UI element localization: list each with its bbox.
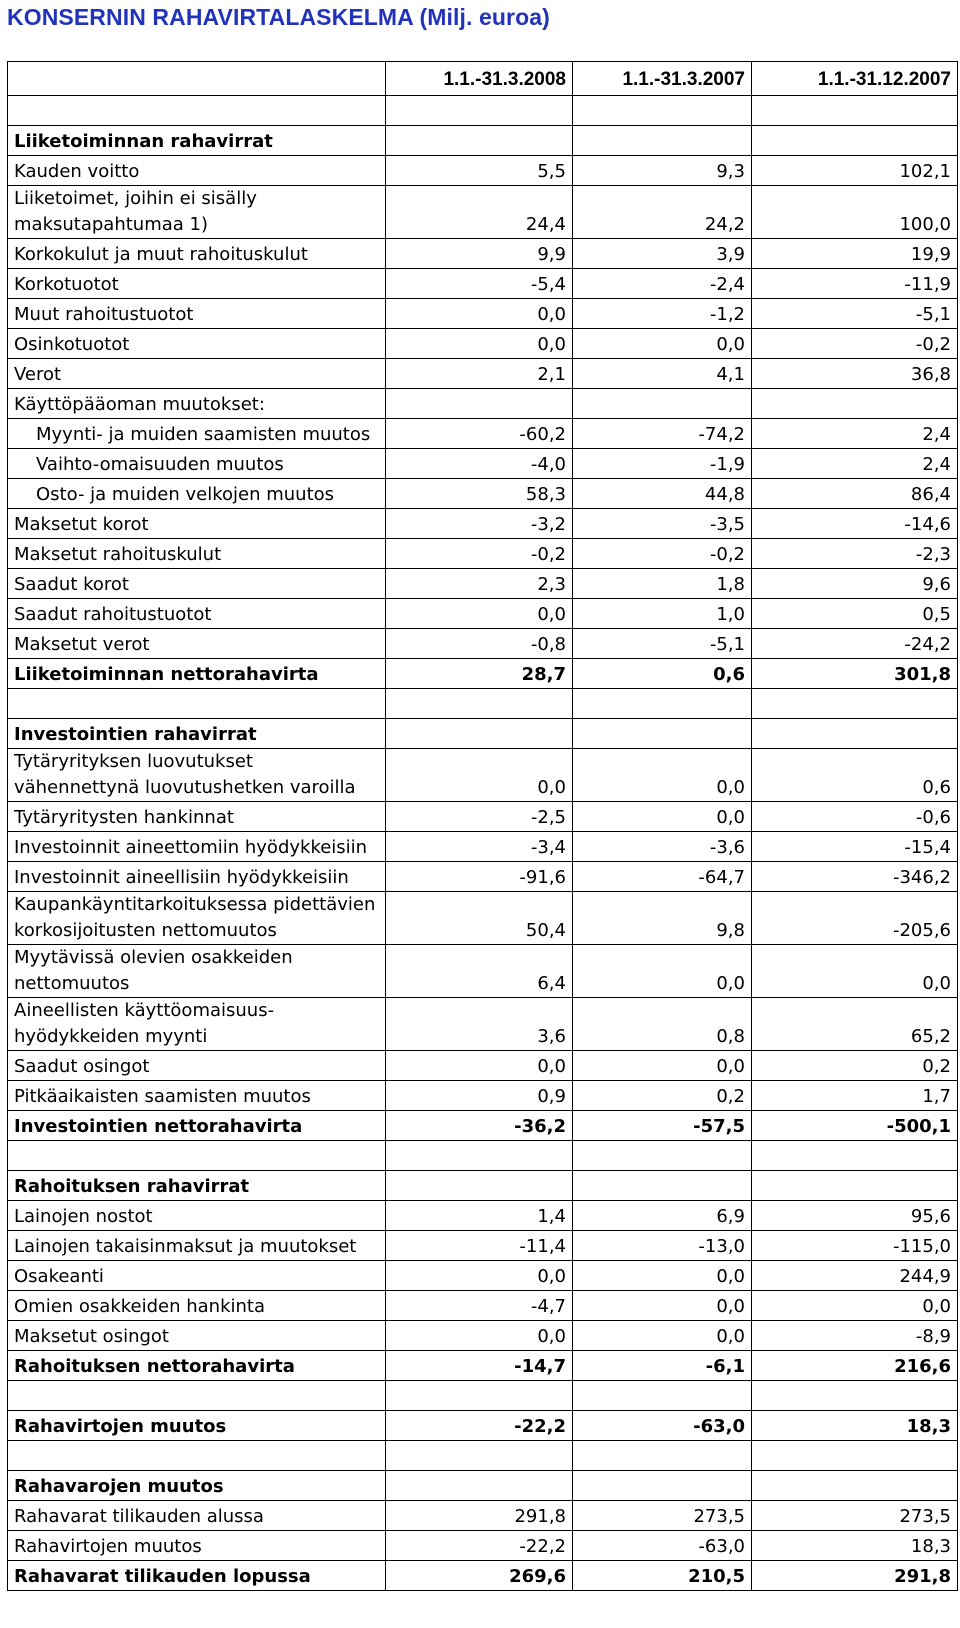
value-cell-col-3: -205,6 — [752, 892, 958, 945]
blank-row — [8, 1141, 958, 1171]
row-label: Rahavarojen muutos — [8, 1471, 386, 1501]
value-cell-col-2: 1,8 — [573, 569, 752, 599]
table-row-investoinnit-aineellisiin-hyodykkeisiin — [8, 862, 958, 892]
value-cell-col-1: -22,2 — [386, 1411, 573, 1441]
value-cell-col-2: 3,9 — [573, 239, 752, 269]
value-cell-col-3 — [752, 1471, 958, 1501]
value-cell-col-2: 0,0 — [573, 749, 752, 802]
table-row-myynti-ja-muiden-saamisten-muutos — [8, 419, 958, 449]
column-header-q1-2008: 1.1.-31.3.2008 — [386, 62, 573, 96]
value-cell-col-1 — [386, 126, 573, 156]
value-cell-col-1: 28,7 — [386, 659, 573, 689]
value-cell-col-3 — [752, 1171, 958, 1201]
row-label: Korkokulut ja muut rahoituskulut — [8, 239, 386, 269]
row-label: Investoinnit aineellisiin hyödykkeisiin — [8, 862, 386, 892]
value-cell-col-3 — [752, 126, 958, 156]
value-cell-col-1 — [386, 1471, 573, 1501]
value-cell-col-1 — [386, 389, 573, 419]
total-row-rahoituksen-nettorahavirta — [8, 1351, 958, 1381]
table-row-osakeanti — [8, 1261, 958, 1291]
value-cell-col-3: 100,0 — [752, 186, 958, 239]
value-cell-col-3: 36,8 — [752, 359, 958, 389]
value-cell-col-1: 58,3 — [386, 479, 573, 509]
table-row-osto-ja-muiden-velkojen-muutos — [8, 479, 958, 509]
row-label: Tytäryritysten hankinnat — [8, 802, 386, 832]
value-cell-col-3: 18,3 — [752, 1411, 958, 1441]
value-cell-col-1: 291,8 — [386, 1501, 573, 1531]
value-cell-col-2: -2,4 — [573, 269, 752, 299]
row-label: Rahavarat tilikauden lopussa — [8, 1561, 386, 1591]
value-cell-col-1: 0,0 — [386, 329, 573, 359]
value-cell-col-2 — [573, 1381, 752, 1411]
value-cell-col-2: -1,2 — [573, 299, 752, 329]
row-label: Kaupankäyntitarkoituksessa pidettävien korkosijoitusten nettomuutos — [8, 892, 386, 945]
table-row-tytaryritysten-hankinnat — [8, 802, 958, 832]
value-cell-col-3: 102,1 — [752, 156, 958, 186]
row-label: Rahavirtojen muutos — [8, 1411, 386, 1441]
row-label: Investointien rahavirrat — [8, 719, 386, 749]
section-header-row-liiketoiminnan-rahavirrat — [8, 126, 958, 156]
value-cell-col-2: -1,9 — [573, 449, 752, 479]
table-row-investoinnit-aineettomiin-hyodykkeisiin — [8, 832, 958, 862]
table-row-vaihto-omaisuuden-muutos — [8, 449, 958, 479]
row-label: Rahavirtojen muutos — [8, 1531, 386, 1561]
row-label: Osto- ja muiden velkojen muutos — [8, 479, 386, 509]
value-cell-col-2 — [573, 1441, 752, 1471]
table-row-osinkotuotot — [8, 329, 958, 359]
value-cell-col-1: 24,4 — [386, 186, 573, 239]
value-cell-col-1: 0,0 — [386, 1051, 573, 1081]
table-row-aineellisten-kayttoomaisuus-hyodykkeiden-myynti — [8, 998, 958, 1051]
value-cell-col-2: 0,0 — [573, 1051, 752, 1081]
value-cell-col-3: 0,5 — [752, 599, 958, 629]
value-cell-col-1: -36,2 — [386, 1111, 573, 1141]
value-cell-col-3: 273,5 — [752, 1501, 958, 1531]
row-label: Kauden voitto — [8, 156, 386, 186]
row-label: Osakeanti — [8, 1261, 386, 1291]
header-label-cell — [8, 62, 386, 96]
value-cell-col-2 — [573, 1141, 752, 1171]
table-row-verot — [8, 359, 958, 389]
value-cell-col-1: -91,6 — [386, 862, 573, 892]
value-cell-col-1 — [386, 1441, 573, 1471]
column-header-q1-2007: 1.1.-31.3.2007 — [573, 62, 752, 96]
value-cell-col-3: -8,9 — [752, 1321, 958, 1351]
value-cell-col-3: 244,9 — [752, 1261, 958, 1291]
value-cell-col-1 — [386, 689, 573, 719]
value-cell-col-1: -14,7 — [386, 1351, 573, 1381]
value-cell-col-2: 9,8 — [573, 892, 752, 945]
table-row-korkotuotot — [8, 269, 958, 299]
row-label: Lainojen takaisinmaksut ja muutokset — [8, 1231, 386, 1261]
value-cell-col-2: -63,0 — [573, 1411, 752, 1441]
blank-row — [8, 1441, 958, 1471]
section-header-row-investointien-rahavirrat — [8, 719, 958, 749]
value-cell-col-2 — [573, 126, 752, 156]
value-cell-col-2: 0,0 — [573, 1291, 752, 1321]
value-cell-col-3: -500,1 — [752, 1111, 958, 1141]
value-cell-col-1: -2,5 — [386, 802, 573, 832]
row-label — [8, 1381, 386, 1411]
value-cell-col-1: -60,2 — [386, 419, 573, 449]
value-cell-col-1: 3,6 — [386, 998, 573, 1051]
value-cell-col-1: -22,2 — [386, 1531, 573, 1561]
value-cell-col-2: 4,1 — [573, 359, 752, 389]
value-cell-col-2: -64,7 — [573, 862, 752, 892]
value-cell-col-3: 0,0 — [752, 945, 958, 998]
value-cell-col-1: -5,4 — [386, 269, 573, 299]
blank-row — [8, 1381, 958, 1411]
value-cell-col-3: 9,6 — [752, 569, 958, 599]
value-cell-col-3: -5,1 — [752, 299, 958, 329]
value-cell-col-3: 1,7 — [752, 1081, 958, 1111]
value-cell-col-1: -4,7 — [386, 1291, 573, 1321]
value-cell-col-2 — [573, 689, 752, 719]
value-cell-col-2 — [573, 1471, 752, 1501]
value-cell-col-1: -3,2 — [386, 509, 573, 539]
row-label: Tytäryrityksen luovutukset vähennettynä luovutushetken varoilla — [8, 749, 386, 802]
value-cell-col-2: 44,8 — [573, 479, 752, 509]
value-cell-col-2: -57,5 — [573, 1111, 752, 1141]
row-label — [8, 1441, 386, 1471]
table-row-saadut-korot — [8, 569, 958, 599]
value-cell-col-3: -115,0 — [752, 1231, 958, 1261]
value-cell-col-1: -3,4 — [386, 832, 573, 862]
value-cell-col-2: -74,2 — [573, 419, 752, 449]
value-cell-col-2: -5,1 — [573, 629, 752, 659]
row-label: Myytävissä olevien osakkeiden nettomuutos — [8, 945, 386, 998]
value-cell-col-3: -346,2 — [752, 862, 958, 892]
value-cell-col-3: -11,9 — [752, 269, 958, 299]
cash-flow-table — [7, 61, 958, 1591]
row-label: Omien osakkeiden hankinta — [8, 1291, 386, 1321]
value-cell-col-3 — [752, 689, 958, 719]
table-row-kayttopaaoman-muutokset — [8, 389, 958, 419]
value-cell-col-2: -6,1 — [573, 1351, 752, 1381]
row-label: Rahavarat tilikauden alussa — [8, 1501, 386, 1531]
value-cell-col-1: 1,4 — [386, 1201, 573, 1231]
row-label: Investointien nettorahavirta — [8, 1111, 386, 1141]
value-cell-col-3: 65,2 — [752, 998, 958, 1051]
row-label — [8, 1141, 386, 1171]
table-row-maksetut-korot — [8, 509, 958, 539]
value-cell-col-1: -0,8 — [386, 629, 573, 659]
value-cell-col-3 — [752, 719, 958, 749]
table-row-lainojen-takaisinmaksut-ja-muutokset — [8, 1231, 958, 1261]
total-row-liiketoiminnan-nettorahavirta — [8, 659, 958, 689]
table-row-korkokulut-ja-muut-rahoituskulut — [8, 239, 958, 269]
column-header-fy-2007: 1.1.-31.12.2007 — [752, 62, 958, 96]
page-title: KONSERNIN RAHAVIRTALASKELMA (Milj. euroa) — [7, 4, 550, 30]
row-label: Pitkäaikaisten saamisten muutos — [8, 1081, 386, 1111]
value-cell-col-3: 216,6 — [752, 1351, 958, 1381]
value-cell-col-1: 0,0 — [386, 1261, 573, 1291]
value-cell-col-2 — [573, 96, 752, 126]
value-cell-col-1: 5,5 — [386, 156, 573, 186]
table-row-saadut-rahoitustuotot — [8, 599, 958, 629]
row-label: Rahoituksen rahavirrat — [8, 1171, 386, 1201]
value-cell-col-3: 18,3 — [752, 1531, 958, 1561]
value-cell-col-3: -0,2 — [752, 329, 958, 359]
table-row-lainojen-nostot — [8, 1201, 958, 1231]
value-cell-col-1 — [386, 96, 573, 126]
value-cell-col-3: 2,4 — [752, 449, 958, 479]
value-cell-col-1: 6,4 — [386, 945, 573, 998]
value-cell-col-3: -0,6 — [752, 802, 958, 832]
value-cell-col-2: -3,5 — [573, 509, 752, 539]
value-cell-col-3: -24,2 — [752, 629, 958, 659]
blank-row — [8, 689, 958, 719]
row-label: Liiketoiminnan nettorahavirta — [8, 659, 386, 689]
value-cell-col-2 — [573, 389, 752, 419]
value-cell-col-3: 95,6 — [752, 1201, 958, 1231]
row-label — [8, 689, 386, 719]
value-cell-col-2: 0,0 — [573, 1261, 752, 1291]
row-label: Maksetut korot — [8, 509, 386, 539]
row-label: Muut rahoitustuotot — [8, 299, 386, 329]
value-cell-col-2: 6,9 — [573, 1201, 752, 1231]
table-row-muut-rahoitustuotot — [8, 299, 958, 329]
blank-row — [8, 96, 958, 126]
value-cell-col-2: 24,2 — [573, 186, 752, 239]
value-cell-col-3 — [752, 1141, 958, 1171]
row-label: Vaihto-omaisuuden muutos — [8, 449, 386, 479]
value-cell-col-2 — [573, 1171, 752, 1201]
value-cell-col-1: -0,2 — [386, 539, 573, 569]
value-cell-col-1 — [386, 1141, 573, 1171]
table-row-maksetut-rahoituskulut — [8, 539, 958, 569]
table-row-liiketoimet-joihin-ei-sisally-maksutapahtumaa-1 — [8, 186, 958, 239]
row-label: Liiketoiminnan rahavirrat — [8, 126, 386, 156]
value-cell-col-3 — [752, 389, 958, 419]
table-row-tytaryrityksen-luovutukset-vahennettyna-luovutushetken-varoilla — [8, 749, 958, 802]
table-row-rahavirtojen-muutos — [8, 1531, 958, 1561]
table-header-row — [8, 62, 958, 96]
value-cell-col-2: -0,2 — [573, 539, 752, 569]
value-cell-col-3: 0,0 — [752, 1291, 958, 1321]
value-cell-col-3: -14,6 — [752, 509, 958, 539]
value-cell-col-2: 0,2 — [573, 1081, 752, 1111]
row-label: Maksetut rahoituskulut — [8, 539, 386, 569]
table-row-pitkaaikaisten-saamisten-muutos — [8, 1081, 958, 1111]
table-row-maksetut-verot — [8, 629, 958, 659]
table-row-kauden-voitto — [8, 156, 958, 186]
row-label — [8, 96, 386, 126]
total-row-rahavarat-tilikauden-lopussa — [8, 1561, 958, 1591]
value-cell-col-2: 0,0 — [573, 1321, 752, 1351]
value-cell-col-3: 291,8 — [752, 1561, 958, 1591]
value-cell-col-3: 0,2 — [752, 1051, 958, 1081]
value-cell-col-1 — [386, 1171, 573, 1201]
value-cell-col-1: 2,3 — [386, 569, 573, 599]
value-cell-col-2: -13,0 — [573, 1231, 752, 1261]
total-row-investointien-nettorahavirta — [8, 1111, 958, 1141]
value-cell-col-2: 273,5 — [573, 1501, 752, 1531]
value-cell-col-1: 0,0 — [386, 1321, 573, 1351]
value-cell-col-3: 2,4 — [752, 419, 958, 449]
table-row-omien-osakkeiden-hankinta — [8, 1291, 958, 1321]
value-cell-col-3 — [752, 1381, 958, 1411]
value-cell-col-1 — [386, 1381, 573, 1411]
table-row-myytavissa-olevien-osakkeiden-nettomuutos — [8, 945, 958, 998]
row-label: Saadut osingot — [8, 1051, 386, 1081]
value-cell-col-1: -4,0 — [386, 449, 573, 479]
row-label: Verot — [8, 359, 386, 389]
value-cell-col-2: -3,6 — [573, 832, 752, 862]
total-row-rahavirtojen-muutos — [8, 1411, 958, 1441]
value-cell-col-3: 0,6 — [752, 749, 958, 802]
value-cell-col-1: -11,4 — [386, 1231, 573, 1261]
row-label: Maksetut osingot — [8, 1321, 386, 1351]
value-cell-col-3: 301,8 — [752, 659, 958, 689]
table-row-saadut-osingot — [8, 1051, 958, 1081]
value-cell-col-2: 0,0 — [573, 945, 752, 998]
row-label: Investoinnit aineettomiin hyödykkeisiin — [8, 832, 386, 862]
table-row-maksetut-osingot — [8, 1321, 958, 1351]
row-label: Saadut rahoitustuotot — [8, 599, 386, 629]
table-row-rahavarat-tilikauden-alussa — [8, 1501, 958, 1531]
row-label: Lainojen nostot — [8, 1201, 386, 1231]
value-cell-col-2: 9,3 — [573, 156, 752, 186]
value-cell-col-3 — [752, 96, 958, 126]
value-cell-col-1: 0,0 — [386, 749, 573, 802]
value-cell-col-1: 9,9 — [386, 239, 573, 269]
value-cell-col-3 — [752, 1441, 958, 1471]
value-cell-col-2: 0,0 — [573, 802, 752, 832]
value-cell-col-2: -63,0 — [573, 1531, 752, 1561]
value-cell-col-1: 0,0 — [386, 299, 573, 329]
section-header-row-rahoituksen-rahavirrat — [8, 1171, 958, 1201]
value-cell-col-2: 0,0 — [573, 329, 752, 359]
row-label: Aineellisten käyttöomaisuus- hyödykkeiden myynti — [8, 998, 386, 1051]
value-cell-col-2: 0,6 — [573, 659, 752, 689]
value-cell-col-2: 0,8 — [573, 998, 752, 1051]
section-header-row-rahavarojen-muutos — [8, 1471, 958, 1501]
value-cell-col-1: 0,0 — [386, 599, 573, 629]
value-cell-col-1: 2,1 — [386, 359, 573, 389]
row-label: Myynti- ja muiden saamisten muutos — [8, 419, 386, 449]
value-cell-col-3: 19,9 — [752, 239, 958, 269]
value-cell-col-3: -2,3 — [752, 539, 958, 569]
row-label: Rahoituksen nettorahavirta — [8, 1351, 386, 1381]
row-label: Korkotuotot — [8, 269, 386, 299]
value-cell-col-1: 269,6 — [386, 1561, 573, 1591]
value-cell-col-3: -15,4 — [752, 832, 958, 862]
value-cell-col-2: 1,0 — [573, 599, 752, 629]
row-label: Maksetut verot — [8, 629, 386, 659]
value-cell-col-1: 0,9 — [386, 1081, 573, 1111]
value-cell-col-2 — [573, 719, 752, 749]
table-row-kaupankayntitarkoituksessa-pidettavien-korkosijoitusten-nettomuutos — [8, 892, 958, 945]
row-label: Osinkotuotot — [8, 329, 386, 359]
value-cell-col-2: 210,5 — [573, 1561, 752, 1591]
row-label: Liiketoimet, joihin ei sisälly maksutapahtumaa 1) — [8, 186, 386, 239]
value-cell-col-3: 86,4 — [752, 479, 958, 509]
row-label: Käyttöpääoman muutokset: — [8, 389, 386, 419]
value-cell-col-1: 50,4 — [386, 892, 573, 945]
row-label: Saadut korot — [8, 569, 386, 599]
value-cell-col-1 — [386, 719, 573, 749]
